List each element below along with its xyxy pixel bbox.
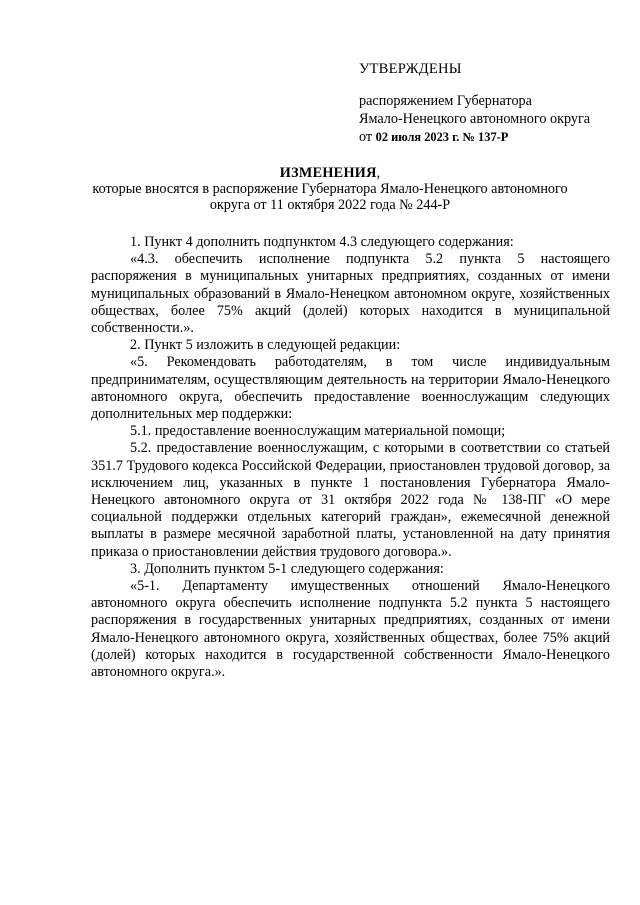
paragraph: «5. Рекомендовать работодателям, в том числе индивидуальным предпринимателям, осуществляющим деятельность на территории Ямало-Ненецкого автономного округа, обеспечить предоставление военнослужащим следующих дополнительных мер поддержки: — [91, 354, 610, 423]
approval-ref-line — [359, 128, 629, 146]
approval-line-2: Ямало-Ненецкого автономного округа — [359, 111, 591, 127]
approval-block — [359, 60, 629, 146]
paragraph: 5.1. предоставление военнослужащим материальной помощи; — [130, 423, 506, 440]
document-subtitle-line-1: которые вносятся в распоряжение Губернатора Ямало-Ненецкого автономного — [92, 181, 568, 197]
approval-heading: УТВЕРЖДЕНЫ — [359, 61, 462, 77]
paragraph: «4.3. обеспечить исполнение подпункта 5.2 пункта 5 настоящего распоряжения в муниципальных унитарных предприятиях, созданных от имени муниципальных образований в Ямало-Ненецком автономном округе, хозяйственных обществах, более 75% акций (долей) которых находится в муниципальной собственности.». — [91, 251, 610, 337]
paragraph: «5-1. Департаменту имущественных отношений Ямало-Ненецкого автономного округа обеспечить исполнение подпункта 5.2 пункта 5 настоящего распоряжения в государственных унитарных предприятиях, созданных от имени Ямало-Ненецкого автономного округа, хозяйственных обществах, более 75% акций (долей) которых находится в государственной собственности Ямало-Ненецкого автономного округа.». — [91, 578, 610, 681]
paragraph: 1. Пункт 4 дополнить подпунктом 4.3 следующего содержания: — [130, 234, 514, 250]
paragraph: 3. Дополнить пунктом 5-1 следующего содержания: — [130, 560, 444, 577]
approval-line-1: распоряжением Губернатора — [359, 93, 532, 109]
paragraph: 2. Пункт 5 изложить в следующей редакции: — [130, 337, 401, 354]
document-subtitle-line-2: округа от 11 октября 2022 года № 244-Р — [209, 197, 451, 213]
title-comma: , — [376, 165, 381, 181]
document-body — [91, 234, 610, 681]
approval-ref: 02 июля 2023 г. № 137-Р — [375, 130, 509, 144]
document-title: ИЗМЕНЕНИЯ — [279, 165, 377, 181]
title-block — [80, 165, 580, 213]
approval-prefix: от — [359, 129, 373, 145]
paragraph: 5.2. предоставление военнослужащим, с которыми в соответствии со статьей 351.7 Трудового кодекса Российской Федерации, приостановлен трудовой договор, за исключением лиц, указанных в пункте 1 постановления Губернатора Ямало-Ненецкого автономного округа от 31 октября 2022 года № 138-ПГ «О мере социальной поддержки отдельных категорий граждан», ежемесячной денежной выплаты в размере месячной заработной платы, установленной на дату принятия приказа о приостановлении действия трудового договора.». — [91, 440, 610, 560]
document-title-line — [80, 165, 580, 181]
